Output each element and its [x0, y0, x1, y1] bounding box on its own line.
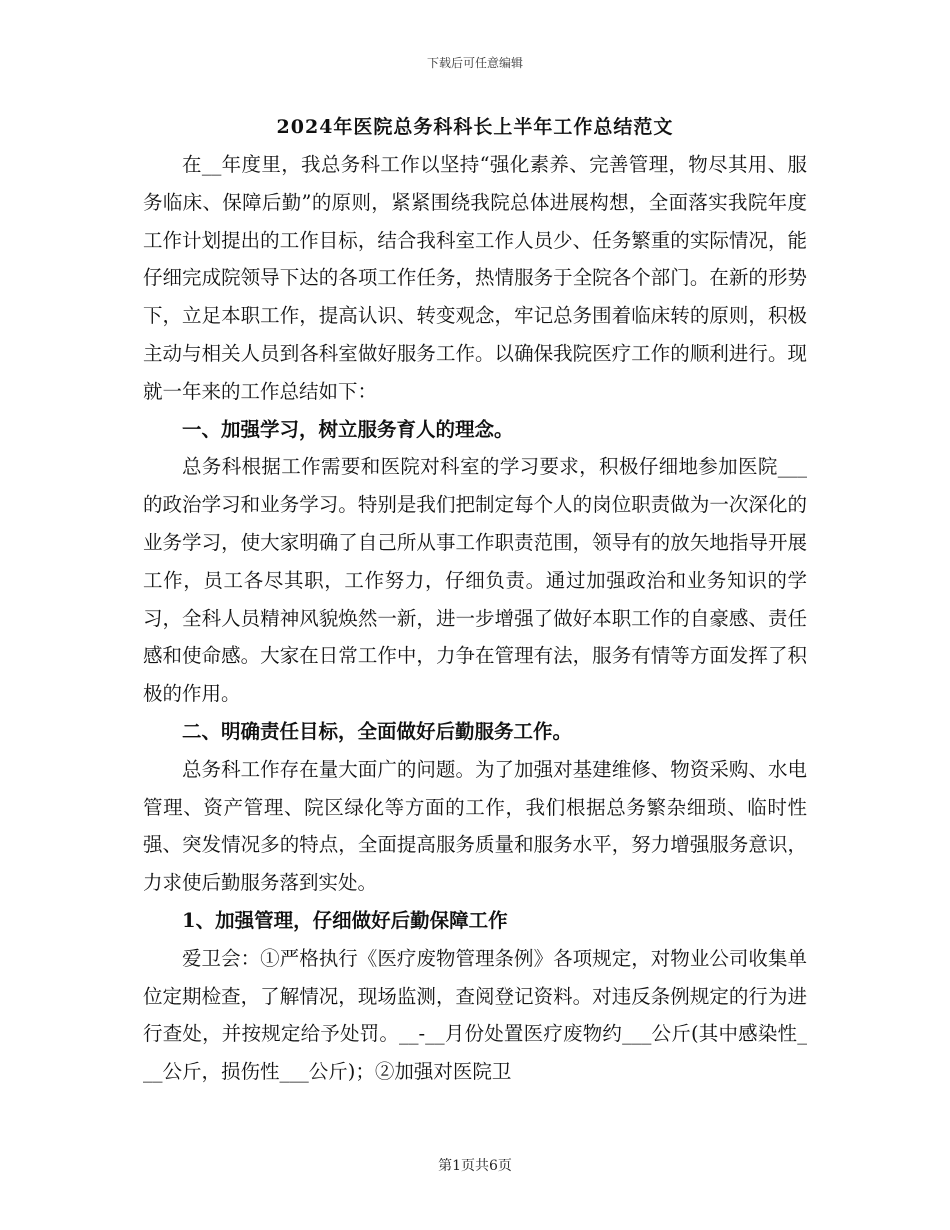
header-note: 下载后可任意编辑: [426, 56, 523, 70]
section-1-paragraph: 总务科根据工作需要和医院对科室的学习要求，积极仔细地参加医院___的政治学习和业务学习。特别是我们把制定每个人的岗位职责做为一次深化的业务学习，使大家明确了自己所从事工作职责范围，领导有的放矢地指导开展工作，员工各尽其职，工作努力，仔细负责。通过加强政治和业务知识的学习，全科人员精神风貌焕然一新，进一步增强了做好本职工作的自豪感、责任感和使命感。大家在日常工作中，力争在管理有法，服务有情等方面发挥了积极的作用。: [143, 455, 807, 706]
section-heading-1: 一、加强学习，树立服务育人的理念。: [182, 417, 514, 441]
section-heading-2: 二、明确责任目标，全面做好后勤服务工作。: [182, 719, 573, 743]
subsection-1-paragraph: 爱卫会：①严格执行《医疗废物管理条例》各项规定，对物业公司收集单位定期检查，了解情况，现场监测，查阅登记资料。对违反条例规定的行为进行查处，并按规定给予处罚。__-__月份处置医疗废物约___公斤(其中感染性___公斤，损伤性___公斤)；②加强对医院卫: [143, 946, 807, 1084]
document-body: [143, 112, 807, 1091]
subsection-heading-1: 1、加强管理，仔细做好后勤保障工作: [182, 908, 508, 932]
section-2-paragraph: 总务科工作存在量大面广的问题。为了加强对基建维修、物资采购、水电管理、资产管理、院区绿化等方面的工作，我们根据总务繁杂细琐、临时性强、突发情况多的特点，全面提高服务质量和服务水平，努力增强服务意识，力求使后勤服务落到实处。: [143, 757, 807, 895]
intro-paragraph: 在__年度里，我总务科工作以坚持“强化素养、完善管理，物尽其用、服务临床、保障后勤”的原则，紧紧围绕我院总体进展构想，全面落实我院年度工作计划提出的工作目标，结合我科室工作人员少、任务繁重的实际情况，能仔细完成院领导下达的各项工作任务，热情服务于全院各个部门。在新的形势下，立足本职工作，提高认识、转变观念，牢记总务围着临床转的原则，积极主动与相关人员到各科室做好服务工作。以确保我院医疗工作的顺利进行。现就一年来的工作总结如下：: [143, 153, 807, 403]
page-number: 第1页共6页: [438, 1158, 512, 1174]
document-title: 2024年医院总务科科长上半年工作总结范文: [276, 116, 674, 138]
